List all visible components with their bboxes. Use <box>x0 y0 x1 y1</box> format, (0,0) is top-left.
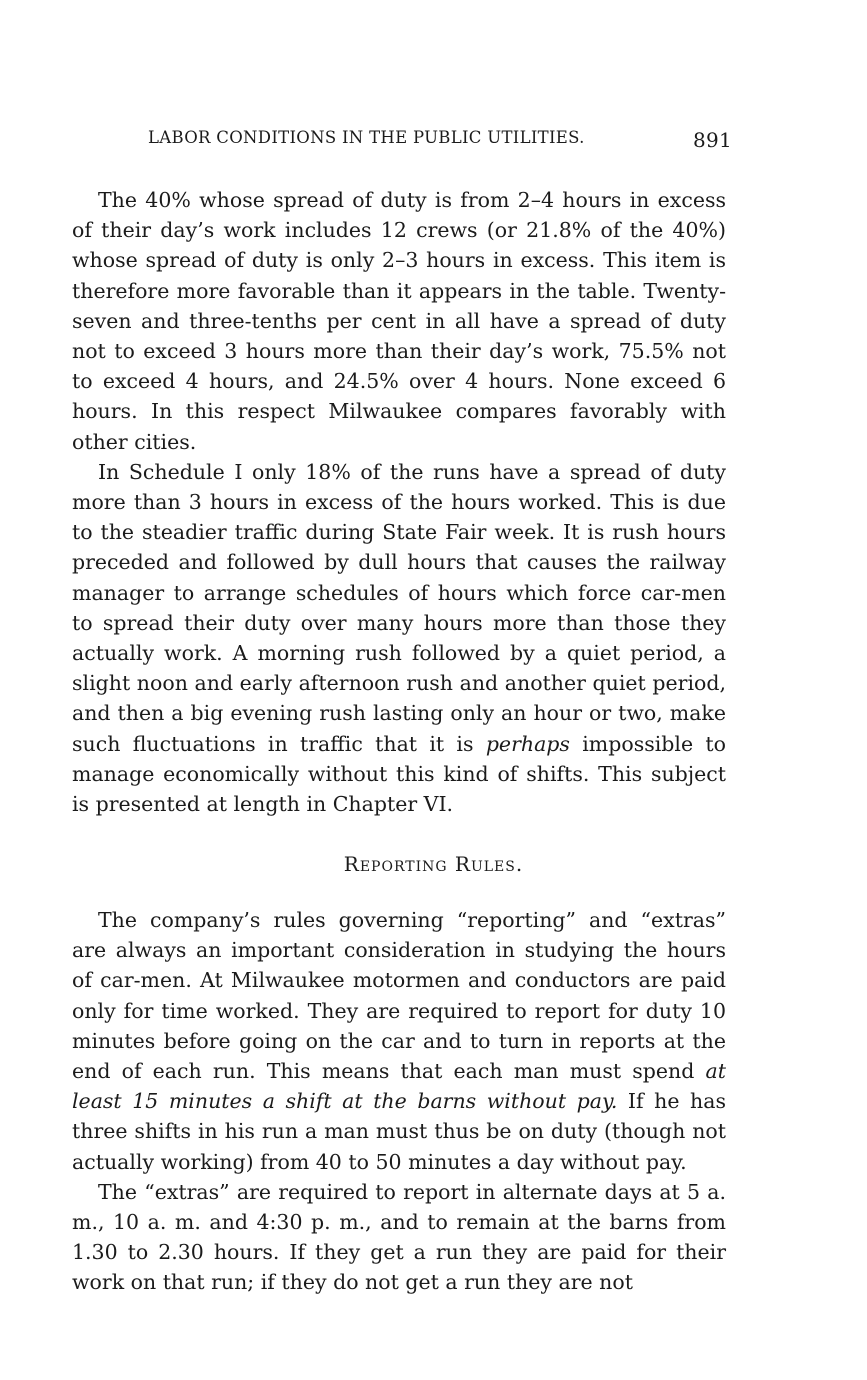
paragraph-schedule-one-text-b: impossible to manage economically without this kind of shifts. This subject is presented at length in Chapter VI. <box>72 731 726 817</box>
italic-perhaps: perhaps <box>485 731 570 756</box>
paragraph-reporting-rules <box>72 905 726 1177</box>
lower-text-block <box>72 905 726 1298</box>
upper-text-block <box>72 185 726 819</box>
paragraph-reporting-text-b: If he has three shifts in his run a man must thus be on duty (though not actually working) from 40 to 50 minutes a day without pay. <box>72 1089 727 1174</box>
running-title: LABOR CONDITIONS IN THE PUBLIC UTILITIES. <box>148 128 585 147</box>
section-heading: Reporting Rules. <box>343 852 524 876</box>
page-number: 891 <box>693 128 733 152</box>
paragraph-reporting-text-a: The company’s rules governing “reporting” and “extras” are always an important consideration in studying the hours of car-men. At Milwaukee motormen and conductors are paid only for time worked. They are required to report for duty 10 minutes before going on the car and to turn in reports at the end of each run. This means that each man must spend <box>72 908 726 1084</box>
paragraph-extras: The “extras” are required to report in alternate days at 5 a. m., 10 a. m. and 4:30 p. m., and to remain at the barns from 1.30 to 2.30 hours. If they get a run they are paid for their work on that run; if they do not get a run they are not <box>72 1179 726 1295</box>
paragraph-schedule-one <box>72 457 726 819</box>
paragraph-schedule-one-text-a: In Schedule I only 18% of the runs have a spread of duty more than 3 hours in excess of the hours worked. This is due to the steadier traffic during State Fair week. It is rush hours preceded and followed by dull hours that causes the railway manager to arrange schedules of hours which force car-men to spread their duty over many hours more than those they actually work. A morning rush followed by a quiet period, a slight noon and early afternoon rush and another quiet period, and then a big evening rush lasting only an hour or two, make such fluctuations in traffic that it is <box>72 459 726 756</box>
paragraph-spread-of-duty: The 40% whose spread of duty is from 2–4 hours in excess of their day’s work includes 12 crews (or 21.8% of the 40%) whose spread of duty is only 2–3 hours in excess. This item is therefore more favorable than it appears in the table. Twenty-seven and three-tenths per cent in all have a spread of duty not to exceed 3 hours more than their day’s work, 75.5% not to exceed 4 hours, and 24.5% over 4 hours. None exceed 6 hours. In this respect Milwaukee compares favorably with other cities. <box>72 188 726 454</box>
italic-emphasis: at least 15 minutes a shift at the barns without pay. <box>72 1059 726 1114</box>
